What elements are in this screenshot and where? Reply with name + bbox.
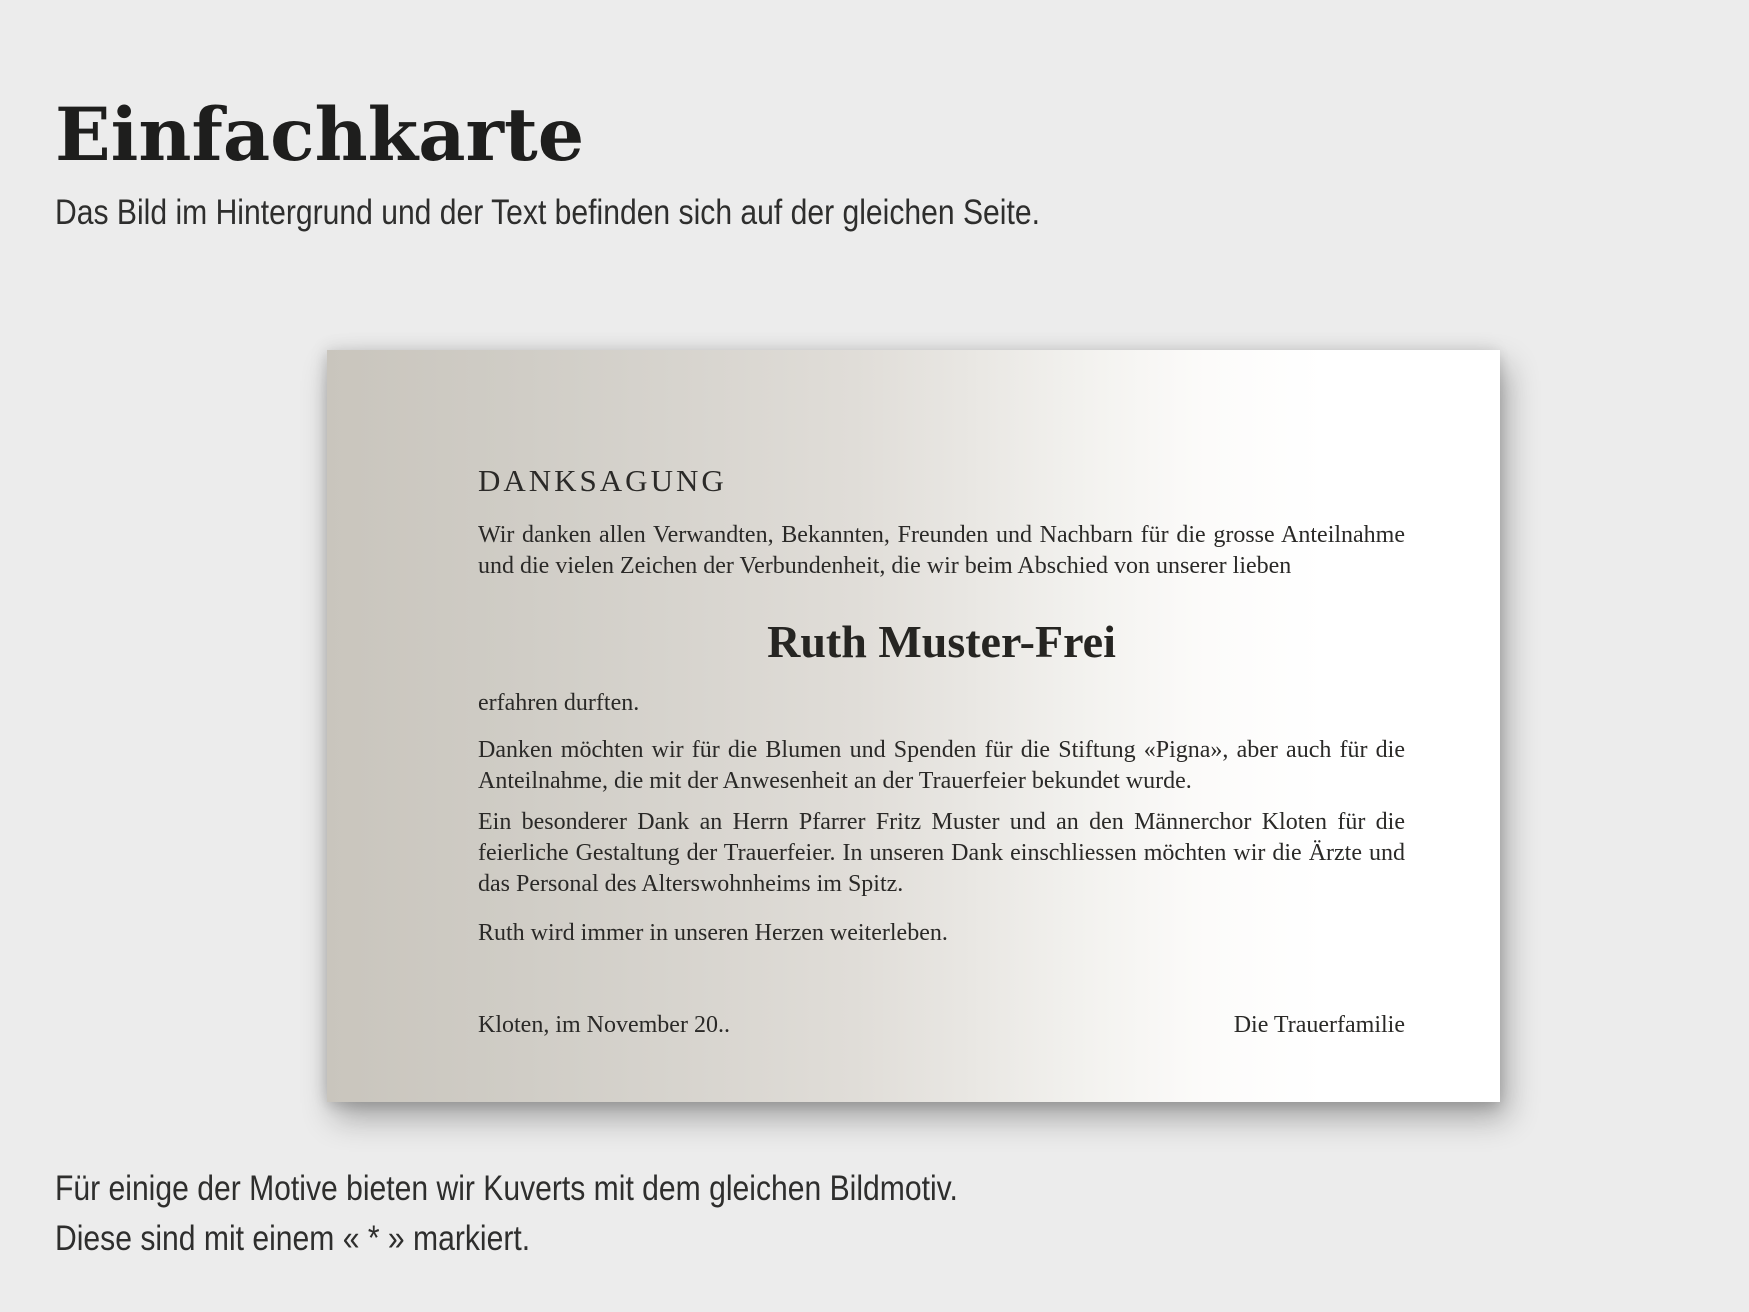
footer-line-2: Diese sind mit einem « * » markiert. [55, 1219, 531, 1258]
card-intro-paragraph: Wir danken allen Verwandten, Bekannten, Freunden und Nachbarn für die grosse Anteilnahme und die vielen Zeichen der Verbundenheit, die wir beim Abschied von unserer lieben [478, 522, 1405, 579]
card-thanks-paragraph: Ein besonderer Dank an Herrn Pfarrer Fritz Muster und an den Männerchor Kloten für die feierliche Gestaltung der Trauerfeier. In unseren Dank einschliessen möchten wir die Ärzte und das Personal des Alterswohnheims im Spitz. [478, 809, 1405, 897]
page-subtitle-text: Das Bild im Hintergrund und der Text befinden sich auf der gleichen Seite. [55, 193, 1040, 232]
card-signature: Die Trauerfamilie [1233, 1012, 1405, 1038]
page-title: Einfachkarte [55, 91, 585, 178]
page-subtitle [55, 192, 1200, 234]
page-footer-note [55, 1164, 1105, 1264]
card-place-date: Kloten, im November 20.. [478, 1012, 730, 1038]
deceased-name: Ruth Muster-Frei [767, 616, 1116, 667]
card-bottom-row [478, 1010, 1405, 1041]
card-after-name-line: erfahren durften. [478, 690, 640, 716]
footer-line-1: Für einige der Motive bieten wir Kuverts mit dem gleichen Bildmotiv. [55, 1169, 958, 1208]
card-closing-line: Ruth wird immer in unseren Herzen weiterleben. [478, 920, 948, 946]
card-flowers-paragraph: Danken möchten wir für die Blumen und Spenden für die Stiftung «Pigna», aber auch für die Anteilnahme, die mit der Anwesenheit an der Trauerfeier bekundet wurde. [478, 737, 1405, 794]
memorial-card-preview [327, 350, 1500, 1102]
card-heading: DANKSAGUNG [478, 463, 727, 498]
